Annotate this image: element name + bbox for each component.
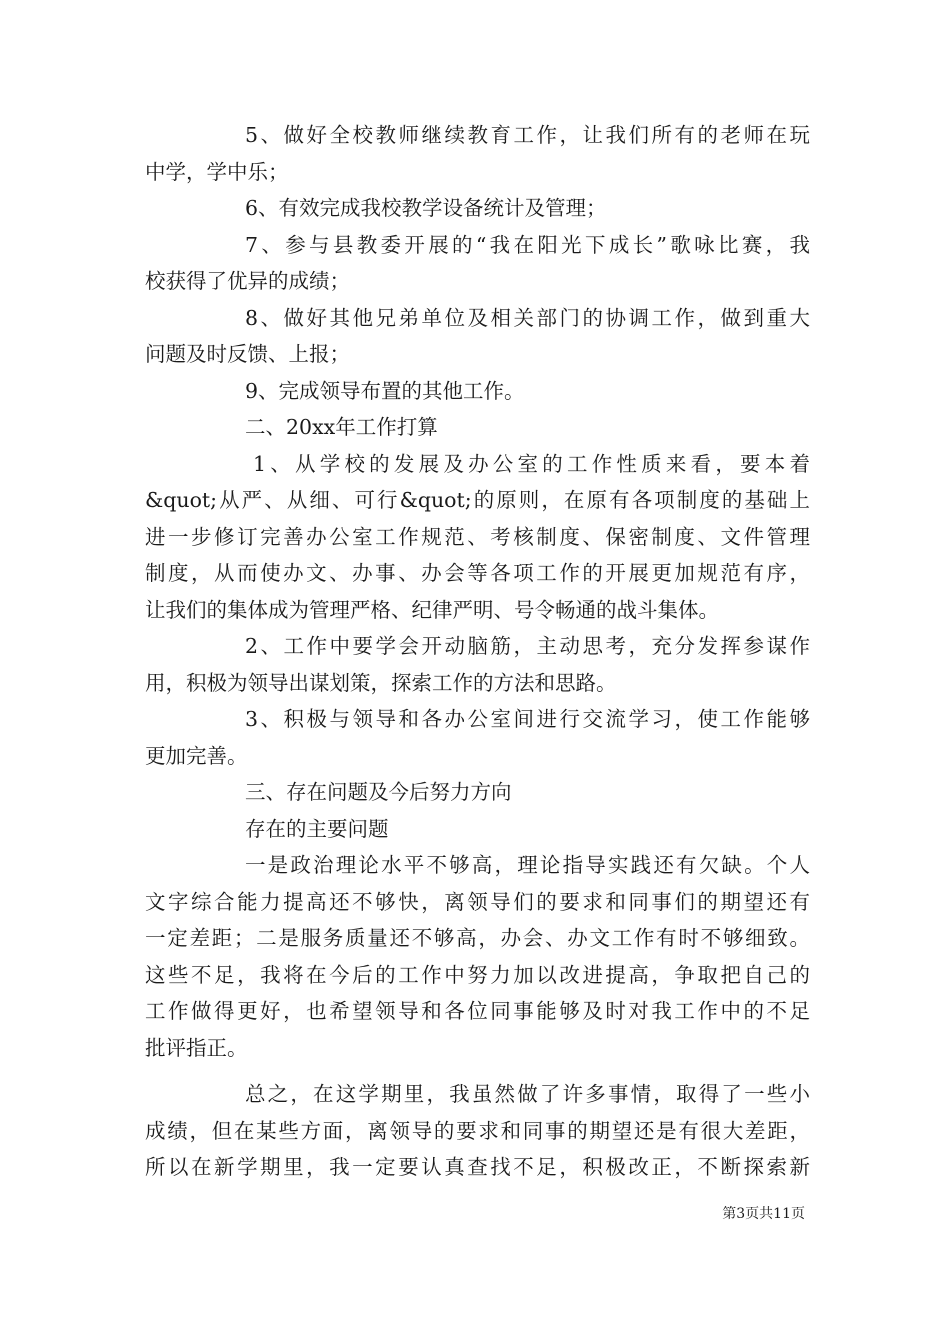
subheading: 存在的主要问题 (245, 816, 389, 841)
paragraph-line: 所以在新学期里，我一定要认真查找不足，积极改正，不断探索新 (145, 1155, 810, 1179)
paragraph-line: 更加完善。 (145, 743, 248, 768)
paragraph-line: 进一步修订完善办公室工作规范、考核制度、保密制度、文件管理 (145, 524, 810, 549)
paragraph-line: 7、参与县教委开展的“我在阳光下成长”歌咏比赛，我 (245, 232, 810, 257)
paragraph-line: 用，积极为领导出谋划策，探索工作的方法和思路。 (145, 670, 617, 695)
paragraph-line: 一定差距；二是服务质量还不够高，办会、办文工作有时不够细致。 (145, 926, 810, 950)
paragraph-line: 8、做好其他兄弟单位及相关部门的协调工作，做到重大 (245, 305, 810, 330)
paragraph-line: 这些不足，我将在今后的工作中努力加以改进提高，争取把自己的 (145, 962, 810, 987)
paragraph-line: 问题及时反馈、上报； (145, 342, 350, 366)
paragraph-line: 批评指正。 (145, 1035, 248, 1060)
document-body (145, 117, 810, 1186)
paragraph-line: 工作做得更好，也希望领导和各位同事能够及时对我工作中的不足 (145, 999, 810, 1023)
paragraph-line: 6、有效完成我校教学设备统计及管理； (245, 196, 607, 220)
paragraph-line: 文字综合能力提高还不够快，离领导们的要求和同事们的期望还有 (145, 889, 810, 914)
paragraph-line: 成绩，但在某些方面，离领导的要求和同事的期望还是有很大差距， (145, 1118, 810, 1143)
paragraph-line: 总之，在这学期里，我虽然做了许多事情，取得了一些小 (245, 1082, 810, 1106)
paragraph-line: 让我们的集体成为管理严格、纪律严明、号令畅通的战斗集体。 (145, 597, 719, 622)
paragraph-gap (145, 1066, 810, 1076)
section-heading: 三、存在问题及今后努力方向 (245, 780, 512, 804)
page-number: 第3页共11页 (722, 1206, 805, 1222)
paragraph-line: 2、工作中要学会开动脑筋，主动思考，充分发挥参谋作 (245, 634, 810, 658)
paragraph-line: 校获得了优异的成绩； (145, 269, 350, 293)
section-heading: 二、20xx年工作打算 (245, 415, 438, 439)
paragraph-line: 1、从学校的发展及办公室的工作性质来看，要本着 (253, 451, 810, 476)
paragraph-line: 制度，从而使办文、办事、办会等各项工作的开展更加规范有序， (145, 561, 810, 585)
paragraph-line: 5、做好全校教师继续教育工作，让我们所有的老师在玩 (245, 123, 810, 147)
paragraph-line: 3、积极与领导和各办公室间进行交流学习，使工作能够 (245, 707, 810, 731)
paragraph-line: &quot;从严、从细、可行&quot;的原则，在原有各项制度的基础上 (145, 488, 810, 512)
paragraph-line: 9、完成领导布置的其他工作。 (245, 378, 525, 403)
paragraph-line: 一是政治理论水平不够高，理论指导实践还有欠缺。个人 (245, 853, 810, 877)
paragraph-line: 中学，学中乐； (145, 159, 289, 184)
